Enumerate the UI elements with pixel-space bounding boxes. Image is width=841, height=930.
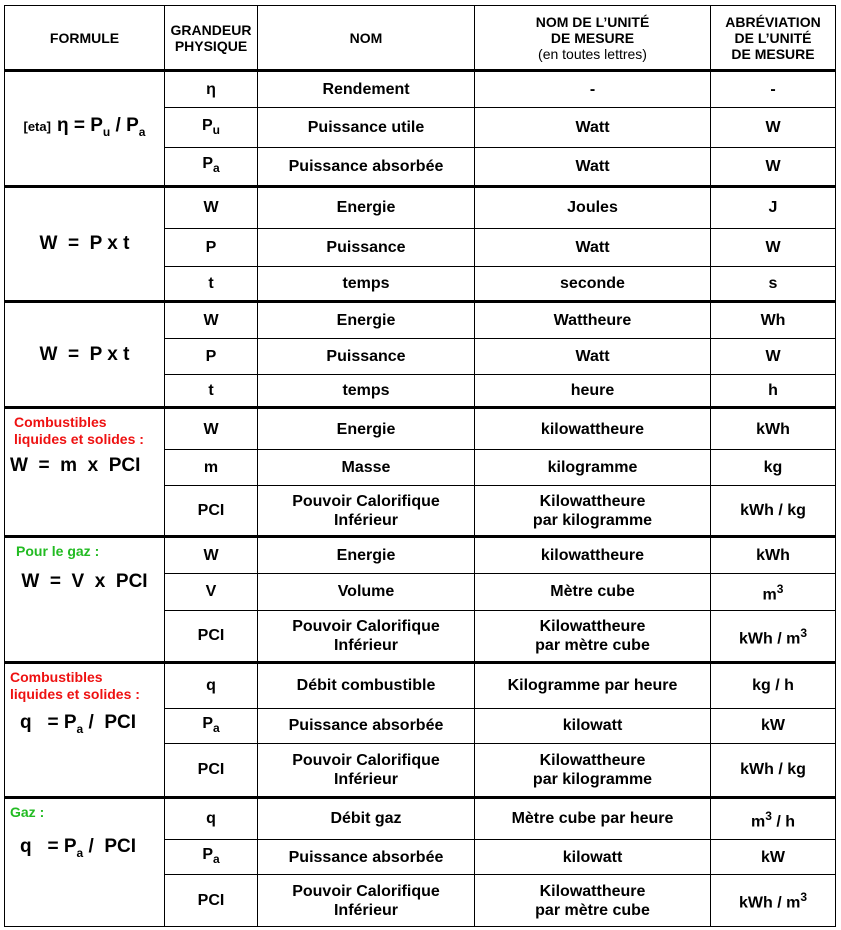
abbr-cell: W bbox=[711, 228, 836, 266]
abbr-cell: kW bbox=[711, 839, 836, 874]
formula-cell-rendement: [eta] $\eta = P_u / P_a$ bbox=[5, 71, 165, 187]
abbr-cell: kWh / kg bbox=[711, 486, 836, 537]
abbr-cell: W bbox=[711, 338, 836, 374]
symbol-cell: W bbox=[165, 408, 258, 449]
name-cell: Volume bbox=[258, 574, 475, 610]
header-nom: NOM bbox=[258, 6, 475, 71]
unit-cell: kilowatt bbox=[475, 839, 711, 874]
name-cell: Puissance absorbée bbox=[258, 147, 475, 186]
name-cell: Puissance utile bbox=[258, 108, 475, 147]
abbr-cell: J bbox=[711, 187, 836, 228]
formula-heading: Combustibles liquides et solides : bbox=[14, 414, 144, 448]
unit-cell: Kilowattheure par mètre cube bbox=[475, 610, 711, 663]
unit-cell: Watt bbox=[475, 108, 711, 147]
symbol-cell: PCI bbox=[165, 743, 258, 797]
name-cell: Pouvoir Calorifique Inférieur bbox=[258, 486, 475, 537]
header-unite: NOM DE L’UNITÉ DE MESURE (en toutes lettres) bbox=[475, 6, 711, 71]
symbol-cell: $P_u$ bbox=[165, 108, 258, 147]
abbr-cell: kWh / $m^3$ bbox=[711, 610, 836, 663]
symbol-cell: $P_a$ bbox=[165, 147, 258, 186]
header-formule: FORMULE bbox=[5, 6, 165, 71]
unit-cell: seconde bbox=[475, 267, 711, 302]
name-cell: Pouvoir Calorifique Inférieur bbox=[258, 743, 475, 797]
table-row bbox=[5, 408, 836, 449]
abbr-cell: kW bbox=[711, 708, 836, 743]
header-row bbox=[5, 6, 836, 71]
abbr-cell: W bbox=[711, 147, 836, 186]
unit-cell: Mètre cube bbox=[475, 574, 711, 610]
abbr-cell: kg bbox=[711, 449, 836, 485]
formula-heading: Gaz : bbox=[10, 803, 45, 820]
symbol-cell: W bbox=[165, 536, 258, 573]
abbr-cell: kWh bbox=[711, 536, 836, 573]
name-cell: temps bbox=[258, 267, 475, 302]
name-cell: Pouvoir Calorifique Inférieur bbox=[258, 875, 475, 927]
symbol-cell: t bbox=[165, 267, 258, 302]
abbr-cell: kWh / $m^3$ bbox=[711, 875, 836, 927]
unit-cell: kilowatt bbox=[475, 708, 711, 743]
unit-cell: Mètre cube par heure bbox=[475, 797, 711, 839]
formula-cell-combustibles-energie: Combustibles liquides et solides : W = m x PCI bbox=[5, 408, 165, 536]
unit-cell: kilowattheure bbox=[475, 536, 711, 573]
name-cell: Masse bbox=[258, 449, 475, 485]
symbol-cell: PCI bbox=[165, 486, 258, 537]
symbol-cell: P bbox=[165, 228, 258, 266]
name-cell: Rendement bbox=[258, 71, 475, 108]
name-cell: Energie bbox=[258, 408, 475, 449]
unit-cell: Kilogramme par heure bbox=[475, 663, 711, 708]
symbol-cell: PCI bbox=[165, 610, 258, 663]
symbol-cell: t bbox=[165, 375, 258, 408]
unit-cell: Kilowattheure par mètre cube bbox=[475, 875, 711, 927]
table-row bbox=[5, 663, 836, 708]
name-cell: Débit gaz bbox=[258, 797, 475, 839]
formula-heading: Pour le gaz : bbox=[16, 542, 100, 559]
name-cell: Puissance bbox=[258, 228, 475, 266]
abbr-cell: $m^3$ bbox=[711, 574, 836, 610]
formula-cell-gaz-debit: Gaz : q = $P_a$ / PCI bbox=[5, 797, 165, 927]
abbr-cell: kWh bbox=[711, 408, 836, 449]
unit-cell: kilowattheure bbox=[475, 408, 711, 449]
table-row bbox=[5, 536, 836, 573]
name-cell: Energie bbox=[258, 536, 475, 573]
formula-cell-energie-wattheure: W = P x t bbox=[5, 302, 165, 408]
formula-heading: Combustibles liquides et solides : bbox=[10, 669, 140, 703]
name-cell: Pouvoir Calorifique Inférieur bbox=[258, 610, 475, 663]
header-abreviation: ABRÉVIATION DE L’UNITÉ DE MESURE bbox=[711, 6, 836, 71]
symbol-cell: PCI bbox=[165, 875, 258, 927]
symbol-cell: $P_a$ bbox=[165, 839, 258, 874]
name-cell: temps bbox=[258, 375, 475, 408]
unit-cell: Kilowattheure par kilogramme bbox=[475, 743, 711, 797]
formula-cell-combustibles-debit: Combustibles liquides et solides : q = $P_a$ / PCI bbox=[5, 663, 165, 797]
symbol-cell: $P_a$ bbox=[165, 708, 258, 743]
unit-cell: Watt bbox=[475, 338, 711, 374]
formula-cell-energie-joules: W = P x t bbox=[5, 187, 165, 302]
symbol-cell: V bbox=[165, 574, 258, 610]
table-row bbox=[5, 797, 836, 839]
abbr-cell: $m^3$ / h bbox=[711, 797, 836, 839]
symbol-cell: m bbox=[165, 449, 258, 485]
name-cell: Puissance absorbée bbox=[258, 708, 475, 743]
unit-cell: Joules bbox=[475, 187, 711, 228]
unit-cell: - bbox=[475, 71, 711, 108]
header-grandeur: GRANDEUR PHYSIQUE bbox=[165, 6, 258, 71]
symbol-cell: q bbox=[165, 663, 258, 708]
name-cell: Puissance absorbée bbox=[258, 839, 475, 874]
name-cell: Energie bbox=[258, 302, 475, 338]
abbr-cell: s bbox=[711, 267, 836, 302]
symbol-cell: W bbox=[165, 187, 258, 228]
name-cell: Débit combustible bbox=[258, 663, 475, 708]
symbol-cell: q bbox=[165, 797, 258, 839]
unit-cell: Wattheure bbox=[475, 302, 711, 338]
abbr-cell: h bbox=[711, 375, 836, 408]
table-row bbox=[5, 71, 836, 108]
unit-cell: heure bbox=[475, 375, 711, 408]
name-cell: Puissance bbox=[258, 338, 475, 374]
abbr-cell: kg / h bbox=[711, 663, 836, 708]
symbol-cell: η bbox=[165, 71, 258, 108]
abbr-cell: - bbox=[711, 71, 836, 108]
unit-cell: Watt bbox=[475, 147, 711, 186]
abbr-cell: W bbox=[711, 108, 836, 147]
units-table bbox=[4, 5, 836, 927]
table-row bbox=[5, 187, 836, 228]
formula-cell-gaz-energie: Pour le gaz : W = V x PCI bbox=[5, 536, 165, 662]
symbol-cell: W bbox=[165, 302, 258, 338]
abbr-cell: kWh / kg bbox=[711, 743, 836, 797]
abbr-cell: Wh bbox=[711, 302, 836, 338]
table-row bbox=[5, 302, 836, 338]
unit-cell: Kilowattheure par kilogramme bbox=[475, 486, 711, 537]
unit-cell: Watt bbox=[475, 228, 711, 266]
symbol-cell: P bbox=[165, 338, 258, 374]
name-cell: Energie bbox=[258, 187, 475, 228]
unit-cell: kilogramme bbox=[475, 449, 711, 485]
